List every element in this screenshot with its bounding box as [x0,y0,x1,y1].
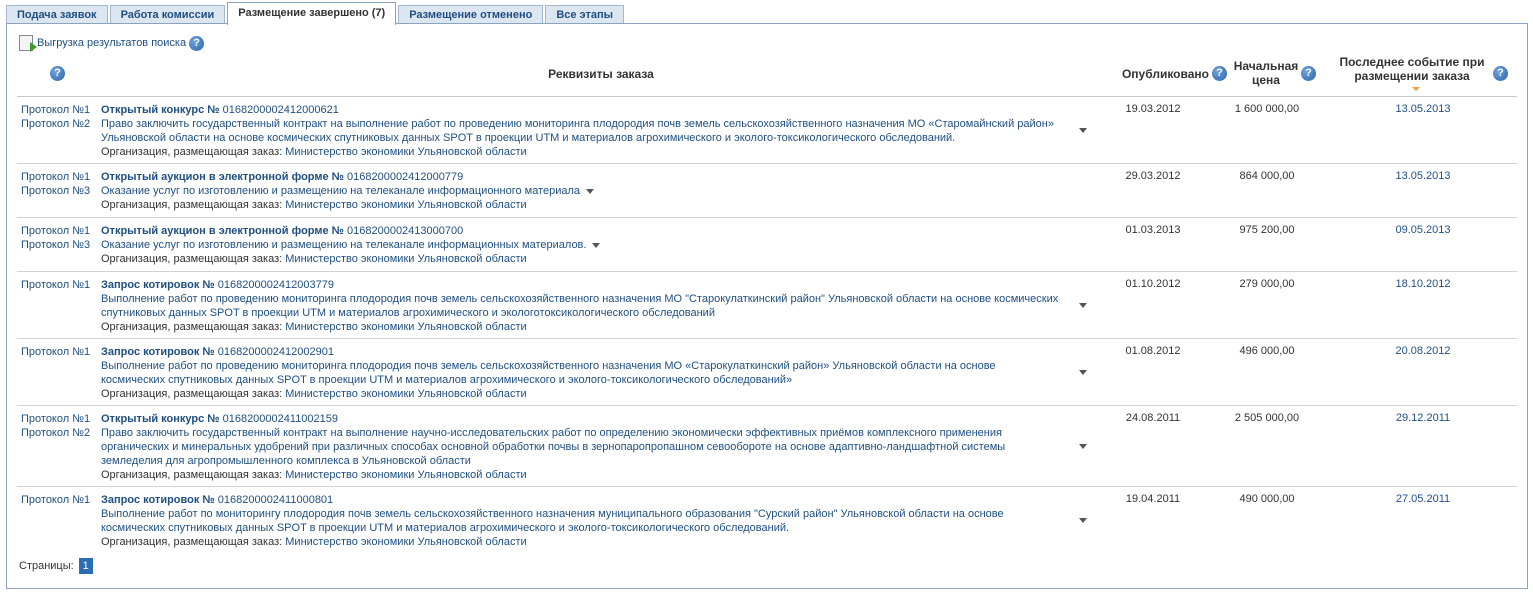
table-row [17,406,1517,487]
column-header-requisites: Реквизиты заказа [548,67,654,81]
order-number[interactable]: 0168200002412002901 [217,346,334,358]
expand-toggle-icon[interactable] [1079,370,1087,375]
order-description[interactable]: спутниковых данных SPOT в проекции UTM и материалов агрохимического и экологотоксикологического обследований [101,307,715,319]
order-description[interactable]: космических спутниковых данных SPOT в проекции UTM и материалов агрохимического и эколого-токсикологического обследований» [101,374,793,386]
protocol-links [21,278,90,292]
start-price: 490 000,00 [1239,493,1295,505]
order-number[interactable]: 0168200002411002159 [222,413,339,425]
order-title[interactable] [101,412,1071,426]
order-number[interactable]: 0168200002413000700 [347,225,464,237]
order-description[interactable]: Выполнение работ по проведению мониторинга плодородия почв земель сельскохозяйственного назначения МО «Старокулаткинский район» Ульяновской области на основе [101,360,996,372]
organization-line [101,468,1071,482]
order-description[interactable]: Выполнение работ по проведению мониторинга плодородия почв земель сельскохозяйственного назначения МО "Старокулаткинский район" Ульяновской области на основе космических [101,293,1059,305]
help-icon[interactable]: ? [1493,66,1508,81]
column-header-price[interactable] [1231,59,1301,87]
table-row [17,218,1517,272]
column-header-event-line1: Последнее событие при [1339,55,1485,69]
tab-commission[interactable]: Работа комиссии [110,5,226,24]
organization-link[interactable]: Министерство экономики Ульяновской области [285,388,527,400]
order-details [101,278,1071,334]
order-details [101,345,1071,401]
order-description-line [101,238,1071,252]
order-description[interactable]: Право заключить государственный контракт на выполнение работ по проведению мониторинга плодородия почв земель сельскохозяйственного назначения МО «Старомайнский район» [101,118,1054,130]
order-details [101,224,1071,266]
order-title[interactable] [101,493,1071,507]
organization-link[interactable]: Министерство экономики Ульяновской области [285,469,527,481]
order-description[interactable]: Оказание услуг по изготовлению и размещению на телеканале информационного материала [101,185,581,197]
start-price: 279 000,00 [1239,278,1295,290]
organization-label: Организация, размещающая заказ: [101,321,283,333]
organization-label: Организация, размещающая заказ: [101,146,283,158]
table-row [17,97,1517,164]
order-type[interactable]: Запрос котировок № [101,494,215,506]
order-description[interactable]: органических и минеральных удобрений при различных способах основной обработки почвы в зернопаропропашном севообороте на основе адаптивно-ландшафтной системы [101,441,1006,453]
order-type[interactable]: Запрос котировок № [101,279,215,291]
last-event-link[interactable]: 13.05.2013 [1395,170,1451,182]
order-title[interactable] [101,278,1071,292]
organization-label: Организация, размещающая заказ: [101,253,283,265]
order-details [101,412,1071,482]
order-number[interactable]: 0168200002411000801 [217,494,334,506]
expand-toggle-icon[interactable] [1079,444,1087,449]
page-link-current[interactable]: 1 [79,558,93,574]
start-price: 1 600 000,00 [1234,103,1300,115]
organization-label: Организация, размещающая заказ: [101,199,283,211]
published-date: 19.04.2011 [1125,493,1181,505]
help-icon[interactable]: ? [50,66,65,81]
tab-completed[interactable]: Размещение завершено (7) [227,2,396,25]
start-price: 975 200,00 [1239,224,1295,236]
start-price: 496 000,00 [1239,345,1295,357]
tab-bar [6,2,626,23]
protocol-links [21,345,90,359]
order-description[interactable]: Право заключить государственный контракт на выполнение научно-исследовательских работ по определению экономически эффективных приёмов комплексного применения [101,427,1002,439]
organization-link[interactable]: Министерство экономики Ульяновской области [285,253,527,265]
organization-link[interactable]: Министерство экономики Ульяновской области [285,199,527,211]
expand-toggle-icon[interactable] [1079,128,1087,133]
table-row [17,272,1517,339]
last-event-link[interactable]: 29.12.2011 [1395,412,1451,424]
order-description[interactable]: космических спутниковых данных SPOT в проекции UTM и материалов агрохимического и эколого-токсикологического обследований. [101,522,790,534]
start-price: 864 000,00 [1239,170,1295,182]
tab-cancelled[interactable]: Размещение отменено [398,5,543,24]
sort-desc-icon[interactable] [1412,87,1420,91]
organization-link[interactable]: Министерство экономики Ульяновской области [285,321,527,333]
protocol-links [21,103,90,131]
tab-all-stages[interactable]: Все этапы [545,5,624,24]
protocol-link[interactable]: Протокол №1 [21,413,91,425]
help-icon[interactable]: ? [1212,66,1227,81]
last-event-link[interactable]: 20.08.2012 [1395,345,1451,357]
order-type[interactable]: Открытый аукцион в электронной форме № [101,171,344,183]
published-date: 29.03.2012 [1125,170,1181,182]
order-details [101,170,1071,212]
protocol-link[interactable]: Протокол №3 [21,185,91,197]
published-date: 01.08.2012 [1125,345,1181,357]
last-event-link[interactable]: 13.05.2013 [1395,103,1451,115]
table-row [17,487,1517,553]
protocol-links [21,493,90,507]
protocol-links [21,170,90,198]
protocol-links [21,412,90,440]
protocol-link[interactable]: Протокол №1 [21,171,91,183]
order-title[interactable] [101,345,1071,359]
help-icon[interactable]: ? [1301,66,1316,81]
last-event-link[interactable]: 27.05.2011 [1395,493,1451,505]
order-number[interactable]: 0168200002412003779 [217,279,334,291]
order-details [101,493,1071,549]
order-description[interactable]: Оказание услуг по изготовлению и размещению на телеканале информационных материалов. [101,239,587,251]
organization-link[interactable]: Министерство экономики Ульяновской области [285,536,527,548]
order-number[interactable]: 0168200002412000779 [347,171,464,183]
protocol-link[interactable]: Протокол №1 [21,104,91,116]
organization-link[interactable]: Министерство экономики Ульяновской области [285,146,527,158]
last-event-link[interactable]: 09.05.2013 [1395,224,1451,236]
order-number[interactable]: 0168200002412000621 [222,104,339,116]
column-header-published-label: Опубликовано [1121,66,1209,81]
order-description[interactable]: земледелия для агропромышленного комплекса в Ульяновской области [101,455,471,467]
start-price: 2 505 000,00 [1234,412,1300,424]
order-description[interactable]: Выполнение работ по мониторингу плодородия почв земель сельскохозяйственного назначения муниципального образования "Сурский район" Ульяновской области на основе [101,508,1004,520]
column-header-event-line2: размещении заказа [1354,69,1470,83]
published-date: 01.10.2012 [1125,278,1181,290]
column-header-price-line1: Начальная [1233,59,1299,73]
export-toolbar [19,35,204,51]
organization-line [101,387,1071,401]
table-row [17,339,1517,406]
organization-label: Организация, размещающая заказ: [101,388,283,400]
pagination [19,558,93,574]
expand-toggle-icon[interactable] [586,189,594,194]
expand-toggle-icon[interactable] [1079,303,1087,308]
protocol-link[interactable]: Протокол №2 [21,118,91,130]
order-title[interactable] [101,170,1071,184]
organization-line [101,198,1071,212]
protocol-link[interactable]: Протокол №1 [21,494,91,506]
organization-line [101,145,1071,159]
table-row [17,164,1517,218]
protocol-link[interactable]: Протокол №1 [21,225,91,237]
column-header-published[interactable] [1107,66,1227,81]
published-date: 01.03.2013 [1125,224,1181,236]
order-type[interactable]: Открытый конкурс № [101,104,220,116]
excel-export-icon[interactable] [19,35,33,51]
order-title[interactable] [101,103,1071,117]
pagination-label: Страницы: [19,560,74,572]
last-event-link[interactable]: 18.10.2012 [1395,278,1451,290]
organization-line [101,535,1071,549]
protocol-link[interactable]: Протокол №2 [21,427,91,439]
column-header-last-event[interactable] [1337,55,1487,83]
order-description[interactable]: Ульяновской области на основе космических спутниковых данных SPOT в проекции UTM и материалов агрохимического и эколого-токсикологического обследований. [101,132,956,144]
organization-line [101,320,1071,334]
order-type[interactable]: Запрос котировок № [101,346,215,358]
published-date: 24.08.2011 [1125,412,1181,424]
order-details [101,103,1071,159]
protocol-link[interactable]: Протокол №3 [21,239,91,251]
results-panel [6,23,1528,589]
protocol-link[interactable]: Протокол №1 [21,346,91,358]
organization-label: Организация, размещающая заказ: [101,469,283,481]
export-results-link[interactable]: Выгрузка результатов поиска [37,37,187,49]
expand-toggle-icon[interactable] [1079,518,1087,523]
order-title[interactable] [101,224,1071,238]
order-type[interactable]: Открытый аукцион в электронной форме № [101,225,344,237]
protocol-links [21,224,90,252]
protocol-link[interactable]: Протокол №1 [21,279,91,291]
column-header-price-line2: цена [1252,73,1280,87]
published-date: 19.03.2012 [1125,103,1181,115]
order-description-line [101,184,1071,198]
organization-label: Организация, размещающая заказ: [101,536,283,548]
organization-line [101,252,1071,266]
order-type[interactable]: Открытый конкурс № [101,413,220,425]
expand-toggle-icon[interactable] [592,243,600,248]
help-icon[interactable]: ? [189,36,204,51]
tab-submission[interactable]: Подача заявок [6,5,108,24]
